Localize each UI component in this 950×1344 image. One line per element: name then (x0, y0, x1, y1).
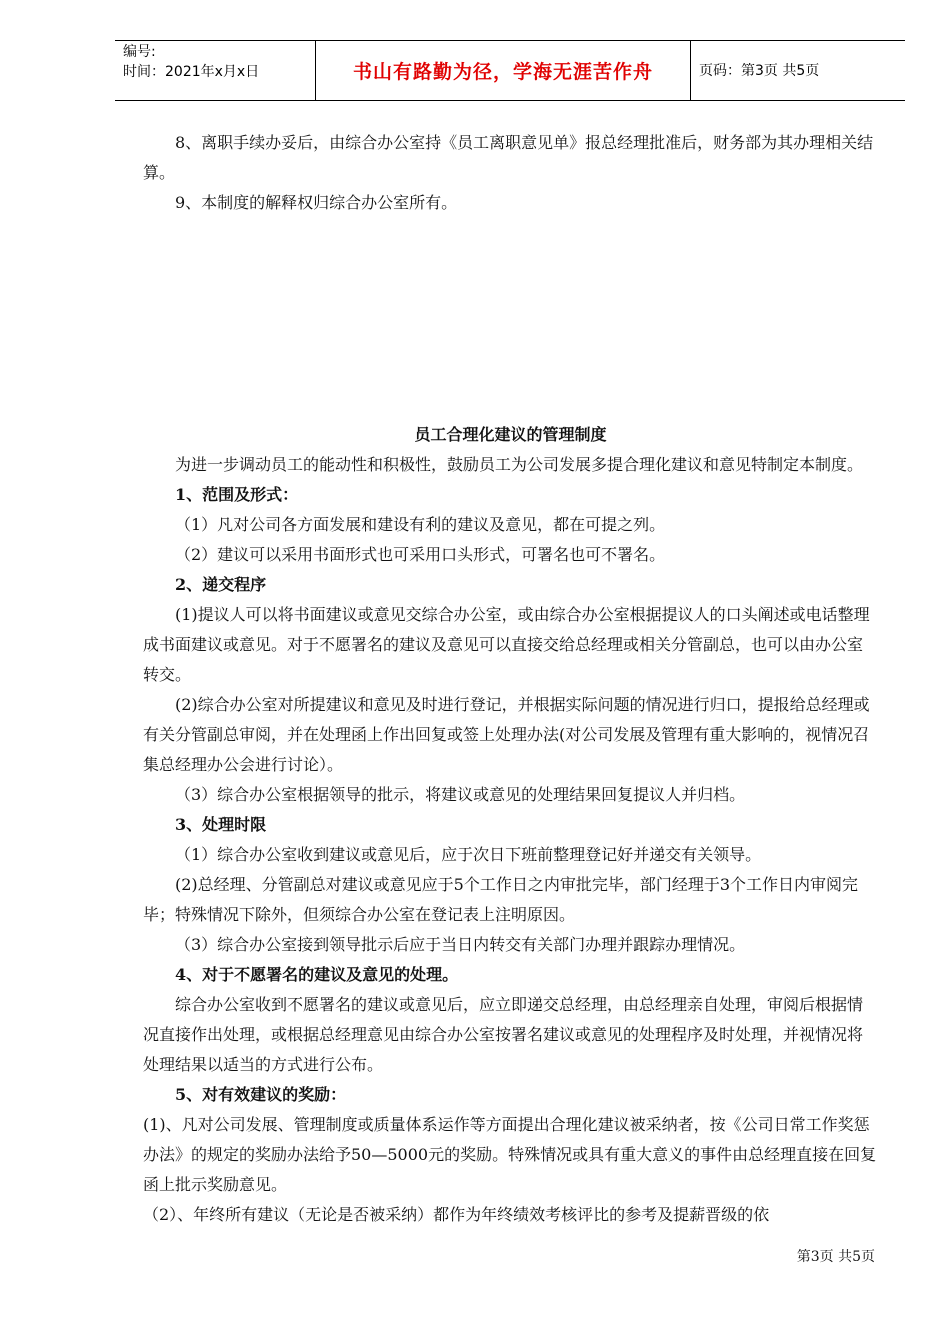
paragraph: （2）、年终所有建议（无论是否被采纳）都作为年终绩效考核评比的参考及提薪晋级的依 (143, 1205, 770, 1224)
paragraph: (1)提议人可以将书面建议或意见交综合办公室，或由综合办公室根据提议人的口头阐述或电话整理成书面建议或意见。对于不愿署名的建议及意见可以直接交给总经理或相关分管副总，也可以由办公室转交。 (143, 605, 870, 684)
document-title: 员工合理化建议的管理制度 (414, 425, 607, 444)
paragraph: 综合办公室收到不愿署名的建议或意见后，应立即递交总经理，由总经理亲自处理，审阅后根据情况直接作出处理，或根据总经理意见由综合办公室按署名建议或意见的处理程序及时处理，并视情况将处理结果以适当的方式进行公布。 (143, 995, 864, 1074)
header-meta (123, 42, 323, 82)
header-top-rule (115, 40, 905, 41)
section-previous (143, 128, 878, 218)
paragraph: (2)综合办公室对所提建议和意见及时进行登记，并根据实际问题的情况进行归口，提报给总经理或有关分管副总审阅，并在处理函上作出回复或签上处理办法(对公司发展及管理有重大影响的，视情况召集总经理办公会进行讨论）。 (143, 695, 870, 774)
section-heading: 1、范围及形式： (175, 485, 299, 504)
paragraph: （2）建议可以采用书面形式也可采用口头形式，可署名也可不署名。 (175, 545, 666, 564)
paragraph: （1）综合办公室收到建议或意见后，应于次日下班前整理登记好并递交有关领导。 (175, 845, 762, 864)
paragraph: 8、离职手续办妥后，由综合办公室持《员工离职意见单》报总经理批准后，财务部为其办理相关结算。 (143, 133, 874, 182)
section-heading: 5、对有效建议的奖励： (175, 1085, 347, 1104)
page-header (115, 40, 905, 101)
paragraph: (1)、凡对公司发展、管理制度或质量体系运作等方面提出合理化建议被采纳者，按《公司日常工作奖惩办法》的规定的奖励办法给予50—5000元的奖励。特殊情况或具有重大意义的事件由总经理直接在回复函上批示奖励意见。 (143, 1115, 877, 1194)
paragraph: 9、本制度的解释权归综合办公室所有。 (175, 193, 458, 212)
header-divider (690, 40, 691, 100)
paragraph: (2)总经理、分管副总对建议或意见应于5个工作日之内审批完毕，部门经理于3个工作日内审阅完毕；特殊情况下除外，但须综合办公室在登记表上注明原因。 (143, 875, 859, 924)
intro-paragraph: 为进一步调动员工的能动性和积极性，鼓励员工为公司发展多提合理化建议和意见特制定本制度。 (175, 455, 864, 474)
time-label: 时间：2021年x月x日 (123, 64, 260, 80)
page-footer: 第3页 共5页 (796, 1249, 875, 1265)
section-heading: 2、递交程序 (175, 575, 267, 594)
section-heading: 4、对于不愿署名的建议及意见的处理。 (175, 965, 459, 984)
number-label: 编号: (123, 44, 156, 60)
paragraph: （3）综合办公室根据领导的批示，将建议或意见的处理结果回复提议人并归档。 (175, 785, 746, 804)
header-motto: 书山有路勤为径，学海无涯苦作舟 (352, 61, 653, 83)
document-body (143, 450, 878, 1230)
section-heading: 3、处理时限 (175, 815, 267, 834)
paragraph: （1）凡对公司各方面发展和建设有利的建议及意见，都在可提之列。 (175, 515, 666, 534)
header-page-info: 页码：第3页 共5页 (699, 63, 820, 79)
paragraph: （3）综合办公室接到领导批示后应于当日内转交有关部门办理并跟踪办理情况。 (175, 935, 746, 954)
